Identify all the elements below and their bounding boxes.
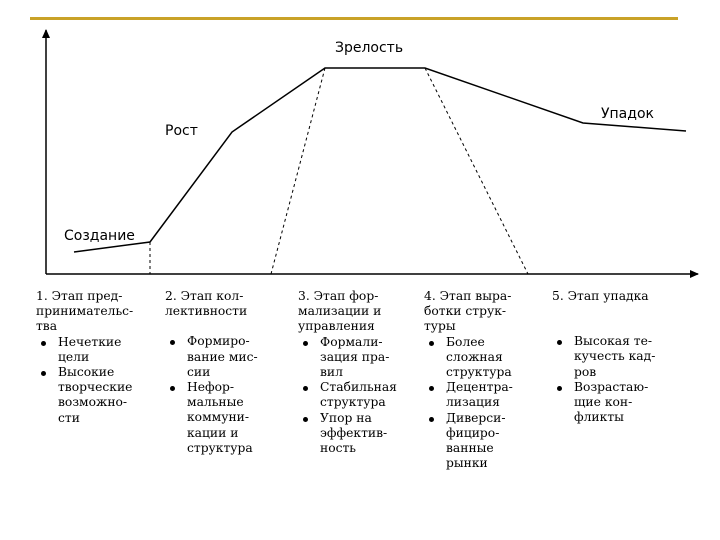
stage-column-5 bbox=[552, 289, 684, 425]
label-growth: Рост bbox=[165, 123, 198, 139]
stage-1-list bbox=[36, 335, 154, 426]
list-item: Возрастаю- щие кон- фликты bbox=[552, 380, 684, 426]
stage-5-list bbox=[552, 334, 684, 425]
list-item: Более сложная структура bbox=[424, 335, 542, 381]
list-item: Децентра- лизация bbox=[424, 380, 542, 410]
label-maturity: Зрелость bbox=[335, 40, 404, 56]
lifecycle-curve bbox=[74, 68, 686, 252]
stage-1-title: 1. Этап пред- принимательс- тва bbox=[36, 289, 134, 334]
list-item: Высокие творческие возможно- сти bbox=[36, 365, 154, 426]
stage-2-list bbox=[165, 334, 285, 456]
list-item: Нечеткие цели bbox=[36, 335, 154, 365]
stage-column-4 bbox=[424, 289, 542, 471]
list-item: Высокая те- кучесть кад- ров bbox=[552, 334, 684, 380]
label-creation: Создание bbox=[64, 228, 135, 244]
stage-2-title: 2. Этап кол- лективности bbox=[165, 289, 248, 319]
stage-4-title: 4. Этап выра- ботки струк- туры bbox=[424, 289, 512, 334]
stage-column-2 bbox=[165, 289, 285, 456]
label-decline: Упадок bbox=[601, 106, 654, 122]
list-item: Упор на эффектив- ность bbox=[298, 411, 420, 457]
stage-4-list bbox=[424, 335, 542, 472]
stage-column-3 bbox=[298, 289, 420, 456]
stage-3-list bbox=[298, 335, 420, 457]
stage-column-1 bbox=[36, 289, 154, 426]
stage-3-title: 3. Этап фор- мализации и управления bbox=[298, 289, 382, 334]
list-item: Формиро- вание мис- сии bbox=[165, 334, 285, 380]
list-item: Нефор- мальные коммуни- кации и структура bbox=[165, 380, 285, 456]
list-item: Формали- зация пра- вил bbox=[298, 335, 420, 381]
list-item: Диверси- фициро- ванные рынки bbox=[424, 411, 542, 472]
stage-5-title: 5. Этап упадка bbox=[552, 289, 649, 303]
list-item: Стабильная структура bbox=[298, 380, 420, 410]
